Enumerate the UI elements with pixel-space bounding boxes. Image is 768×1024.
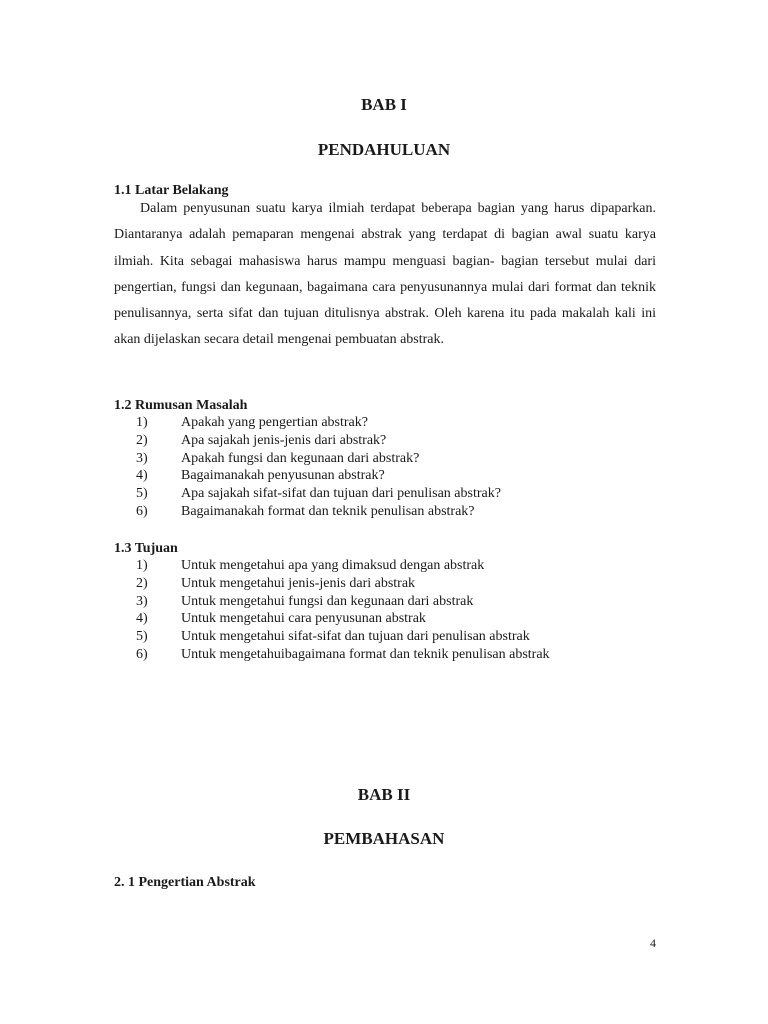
list-item <box>114 610 674 628</box>
list-number: 6) <box>136 503 148 519</box>
list-text: Bagaimanakah format dan teknik penulisan abstrak? <box>181 503 475 519</box>
list-text: Untuk mengetahui cara penyusunan abstrak <box>181 611 426 627</box>
list-item <box>114 467 674 485</box>
list-text: Untuk mengetahui jenis-jenis dari abstrak <box>181 575 416 591</box>
list-number: 3) <box>136 593 148 609</box>
list-item <box>114 432 674 450</box>
list-item <box>114 646 674 664</box>
list-text: Apa sajakah sifat-sifat dan tujuan dari penulisan abstrak? <box>181 486 501 502</box>
list-number: 1) <box>136 415 148 430</box>
chapter-2-title: PEMBAHASAN <box>323 829 445 848</box>
chapter-2-number: BAB II <box>357 785 411 804</box>
objectives-list <box>114 557 674 664</box>
list-text: Apakah fungsi dan kegunaan dari abstrak? <box>181 450 420 466</box>
list-item <box>114 450 674 468</box>
list-text: Bagaimanakah penyusunan abstrak? <box>181 468 385 484</box>
list-text: Untuk mengetahui sifat-sifat dan tujuan dari penulisan abstrak <box>181 629 530 645</box>
list-text: Untuk mengetahui apa yang dimaksud dengan abstrak <box>181 558 485 573</box>
list-number: 3) <box>136 450 148 466</box>
background-paragraph: Dalam penyusunan suatu karya ilmiah terdapat beberapa bagian yang harus dipaparkan. Diantaranya adalah pemaparan mengenai abstrak yang terdapat di bagian awal suatu karya ilmiah. Kita sebagai mahasiswa harus mampu menguasi bagian- bagian tersebut mulai dari pengertian, fungsi dan kegunaan, bagaimana cara penyusunannya mulai dari format dan teknik penulisannya, serta sifat dan tujuan ditulisnya abstrak. Oleh karena itu pada makalah kali ini akan dijelaskan secara detail mengenai pembuatan abstrak. <box>114 201 656 348</box>
section-1-1-heading: 1.1 Latar Belakang <box>114 183 229 198</box>
list-number: 6) <box>136 646 148 662</box>
list-item <box>114 503 674 521</box>
list-item <box>114 557 674 575</box>
page-number: 4 <box>650 936 656 950</box>
list-text: Apakah yang pengertian abstrak? <box>181 415 368 430</box>
list-number: 1) <box>136 558 148 573</box>
section-1-2-heading: 1.2 Rumusan Masalah <box>114 398 248 413</box>
list-text: Untuk mengetahui fungsi dan kegunaan dari abstrak <box>181 593 474 609</box>
list-number: 5) <box>136 629 148 645</box>
section-1-3-heading: 1.3 Tujuan <box>114 541 178 556</box>
chapter-1-title: PENDAHULUAN <box>317 140 451 159</box>
list-item <box>114 575 674 593</box>
list-item <box>114 414 674 432</box>
section-2-1-heading: 2. 1 Pengertian Abstrak <box>114 875 256 890</box>
list-text: Apa sajakah jenis-jenis dari abstrak? <box>181 432 387 448</box>
list-item <box>114 593 674 611</box>
chapter-1-number: BAB I <box>361 95 407 114</box>
list-number: 4) <box>136 468 148 484</box>
list-number: 2) <box>136 575 148 591</box>
list-item <box>114 485 674 503</box>
list-number: 2) <box>136 432 148 448</box>
list-number: 4) <box>136 611 148 627</box>
list-item <box>114 628 674 646</box>
list-number: 5) <box>136 486 148 502</box>
problem-list <box>114 414 674 521</box>
list-text: Untuk mengetahuibagaimana format dan teknik penulisan abstrak <box>181 646 550 662</box>
